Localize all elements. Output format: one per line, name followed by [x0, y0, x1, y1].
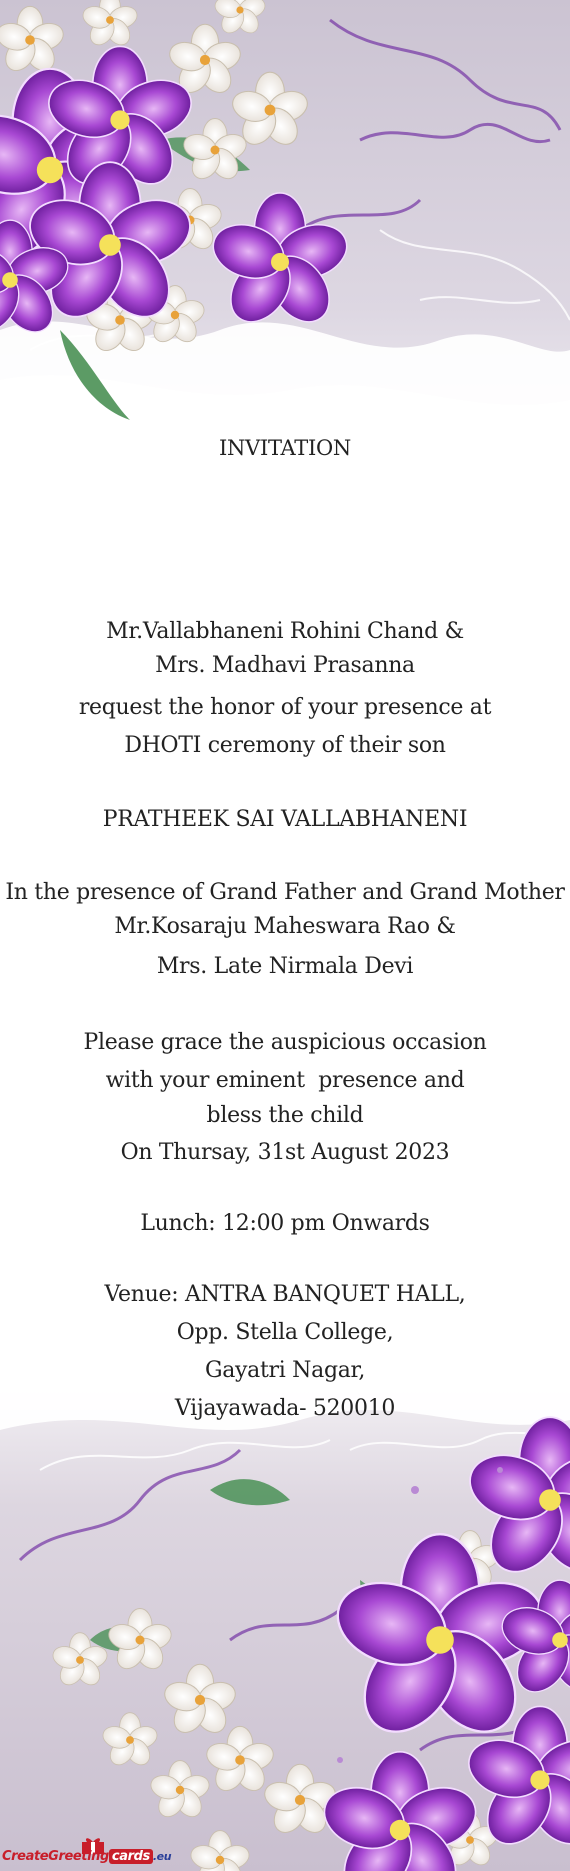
invitation-heading: INVITATION — [219, 436, 351, 460]
bless-line: bless the child — [206, 1103, 364, 1128]
hosts-line-2: Mrs. Madhavi Prasanna — [155, 653, 415, 678]
address-line-1: Opp. Stella College, — [176, 1320, 394, 1345]
venue-line: Venue: ANTRA BANQUET HALL, — [104, 1282, 466, 1307]
honoree-name: PRATHEEK SAI VALLABHANENI — [102, 807, 468, 832]
grace-line: Please grace the auspicious occasion — [83, 1030, 487, 1055]
logo-cards: cards — [109, 1849, 153, 1864]
date-line: On Thursay, 31st August 2023 — [120, 1140, 450, 1165]
grandparents-intro: In the presence of Grand Father and Grand Mother — [5, 880, 565, 905]
ceremony-line: DHOTI ceremony of their son — [124, 733, 446, 758]
lunch-line: Lunch: 12:00 pm Onwards — [140, 1211, 430, 1236]
grandparent-1: Mr.Kosaraju Maheswara Rao & — [114, 914, 456, 939]
grandparent-2: Mrs. Late Nirmala Devi — [156, 954, 414, 979]
site-logo[interactable] — [2, 1836, 172, 1870]
logo-brand: CreateGreeting — [2, 1849, 109, 1864]
logo-tld: .eu — [152, 1850, 172, 1863]
request-line: request the honor of your presence at — [78, 695, 492, 720]
logo-text — [2, 1849, 171, 1864]
address-line-3: Vijayawada- 520010 — [174, 1396, 396, 1421]
address-line-2: Gayatri Nagar, — [204, 1358, 366, 1383]
presence-line: with your eminent presence and — [105, 1068, 465, 1093]
hosts-line-1: Mr.Vallabhaneni Rohini Chand & — [106, 619, 464, 644]
